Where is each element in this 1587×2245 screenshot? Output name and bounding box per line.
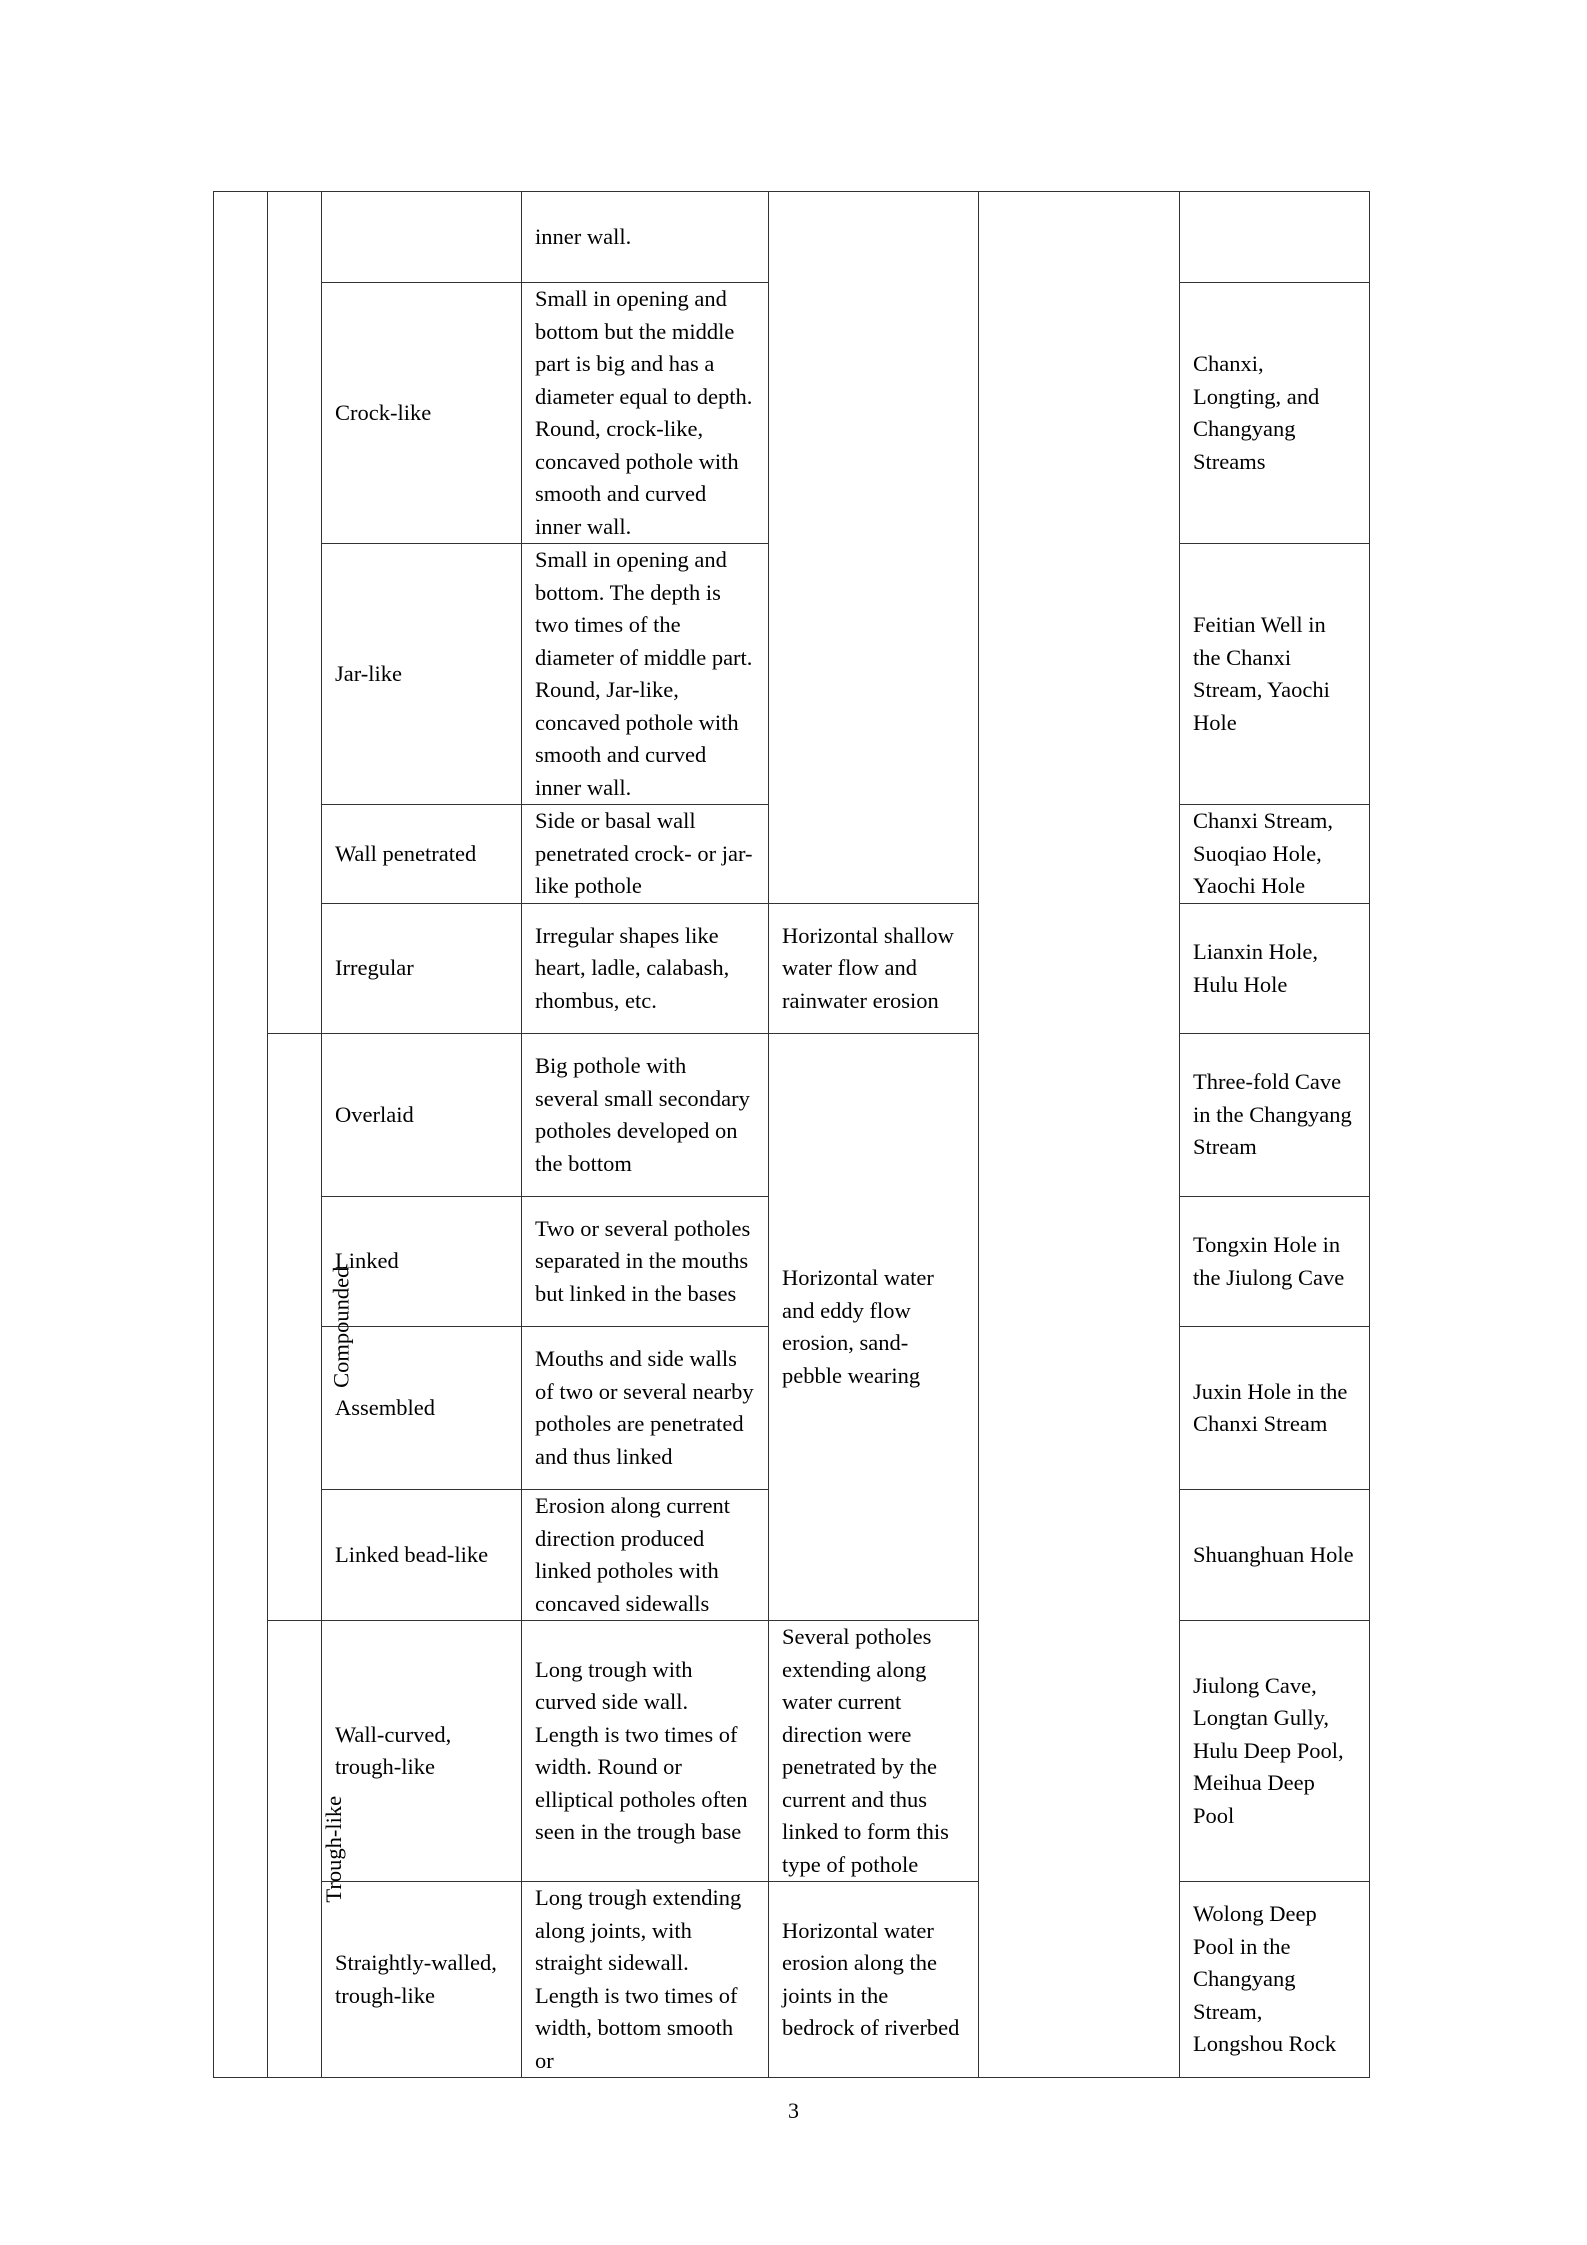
- description-cell: Side or basal wall penetrated crock- or jar-like pothole: [522, 805, 769, 904]
- pothole-classification-table: [213, 191, 1370, 2078]
- example-cell: Chanxi, Longting, and Changyang Streams: [1180, 283, 1370, 544]
- type-cell: Assembled: [322, 1327, 522, 1490]
- description-cell: Mouths and side walls of two or several nearby potholes are penetrated and thus linked: [522, 1327, 769, 1490]
- example-cell: Shuanghuan Hole: [1180, 1490, 1370, 1621]
- type-cell: Linked: [322, 1197, 522, 1327]
- example-cell: Wolong Deep Pool in the Changyang Stream, Longshou Rock: [1180, 1882, 1370, 2078]
- description-cell: Two or several potholes separated in the mouths but linked in the bases: [522, 1197, 769, 1327]
- category-column-cell: [214, 192, 268, 2078]
- type-cell: Linked bead-like: [322, 1490, 522, 1621]
- type-cell: Crock-like: [322, 283, 522, 544]
- description-cell: Big pothole with several small secondary potholes developed on the bottom: [522, 1034, 769, 1197]
- example-cell: Juxin Hole in the Chanxi Stream: [1180, 1327, 1370, 1490]
- page-number: 3: [788, 2098, 799, 2123]
- table-row: [214, 192, 1370, 283]
- table-row: [214, 1882, 1370, 2078]
- type-cell: Overlaid: [322, 1034, 522, 1197]
- blank-column-cell: [979, 192, 1180, 2078]
- description-cell: Small in opening and bottom but the middle part is big and has a diameter equal to depth. Round, crock-like, concaved pothole with smooth and curved inner wall.: [522, 283, 769, 544]
- cause-cell: Horizontal water erosion along the joints in the bedrock of riverbed: [769, 1882, 979, 2078]
- type-cell: Wall-curved, trough-like: [322, 1621, 522, 1882]
- cause-cell: Horizontal water and eddy flow erosion, sand-pebble wearing: [769, 1034, 979, 1621]
- description-cell: Long trough extending along joints, with straight sidewall. Length is two times of width, bottom smooth or: [522, 1882, 769, 2078]
- type-cell: [322, 192, 522, 283]
- example-cell: Three-fold Cave in the Changyang Stream: [1180, 1034, 1370, 1197]
- table-row: [214, 1034, 1370, 1197]
- example-cell: Tongxin Hole in the Jiulong Cave: [1180, 1197, 1370, 1327]
- table-row: [214, 904, 1370, 1034]
- description-cell: inner wall.: [522, 192, 769, 283]
- type-cell: Jar-like: [322, 544, 522, 805]
- cause-cell-continued: [769, 192, 979, 904]
- example-cell: [1180, 192, 1370, 283]
- example-cell: Jiulong Cave, Longtan Gully, Hulu Deep Pool, Meihua Deep Pool: [1180, 1621, 1370, 1882]
- example-cell: Chanxi Stream, Suoqiao Hole, Yaochi Hole: [1180, 805, 1370, 904]
- type-cell: Wall penetrated: [322, 805, 522, 904]
- type-cell: Irregular: [322, 904, 522, 1034]
- type-cell: Straightly-walled, trough-like: [322, 1882, 522, 2078]
- description-cell: Long trough with curved side wall. Length is two times of width. Round or elliptical potholes often seen in the trough base: [522, 1621, 769, 1882]
- description-cell: Irregular shapes like heart, ladle, calabash, rhombus, etc.: [522, 904, 769, 1034]
- cause-cell: Horizontal shallow water flow and rainwater erosion: [769, 904, 979, 1034]
- example-cell: Feitian Well in the Chanxi Stream, Yaochi Hole: [1180, 544, 1370, 805]
- group-label-compounded: Compounded: [268, 1034, 322, 1621]
- table-row: [214, 1621, 1370, 1882]
- group-label-trough-like: Trough-like: [268, 1621, 322, 2078]
- description-cell: Small in opening and bottom. The depth is two times of the diameter of middle part. Round, Jar-like, concaved pothole with smooth and curved inner wall.: [522, 544, 769, 805]
- cause-cell: Several potholes extending along water current direction were penetrated by the current and thus linked to form this type of pothole: [769, 1621, 979, 1882]
- example-cell: Lianxin Hole, Hulu Hole: [1180, 904, 1370, 1034]
- group-cell-continued: [268, 192, 322, 1034]
- description-cell: Erosion along current direction produced linked potholes with concaved sidewalls: [522, 1490, 769, 1621]
